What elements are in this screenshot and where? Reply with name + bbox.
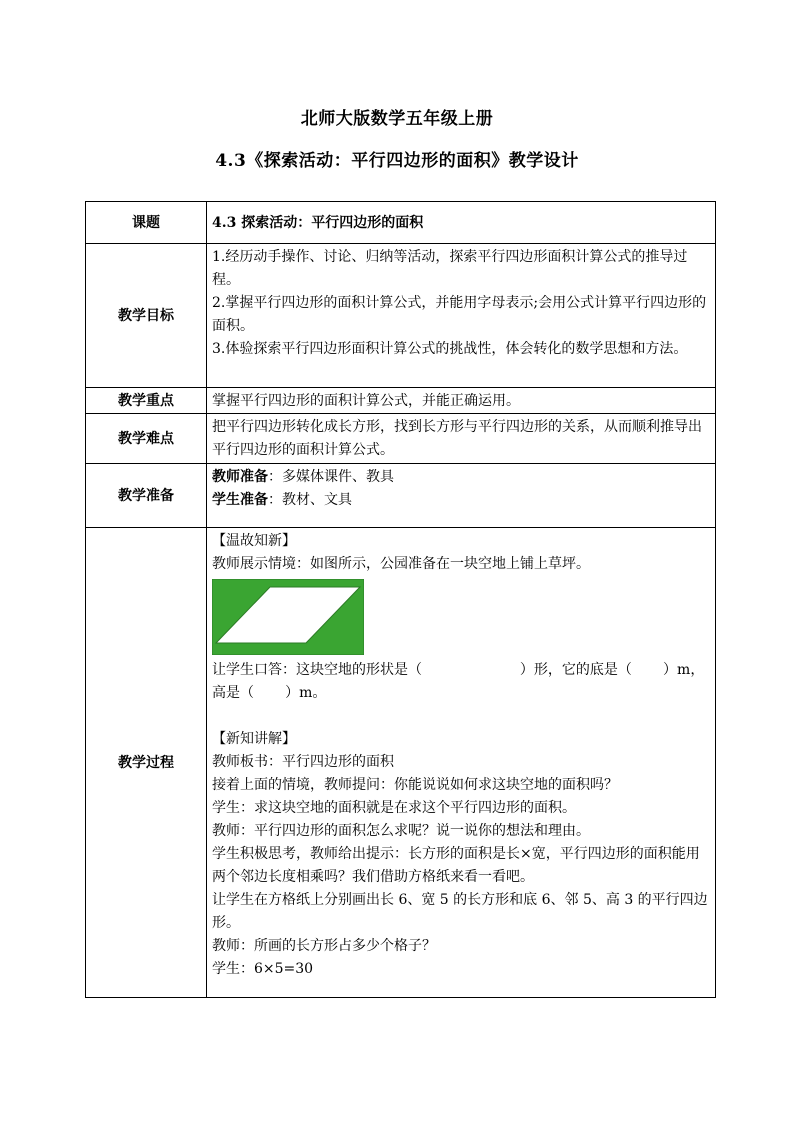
row-topic bbox=[86, 202, 716, 244]
process-line: 教师：所画的长方形占多少个格子？ bbox=[212, 938, 436, 954]
value-key-point: 掌握平行四边形的面积计算公式，并能正确运用。 bbox=[207, 388, 716, 414]
goal-item: 1.经历动手操作、讨论、归纳等活动，探索平行四边形面积计算公式的推导过程。 bbox=[212, 249, 688, 288]
teacher-prep: 教师准备：多媒体课件、教具 bbox=[212, 469, 394, 485]
row-preparation bbox=[86, 464, 716, 528]
label-process: 教学过程 bbox=[86, 528, 207, 998]
document-subtitle: 4.3《探索活动：平行四边形的面积》教学设计 bbox=[215, 151, 579, 171]
process-line: 教师：平行四边形的面积怎么求呢？说一说你的想法和理由。 bbox=[212, 823, 590, 839]
goal-item: 3.体验探索平行四边形面积计算公式的挑战性，体会转化的数学思想和方法。 bbox=[212, 341, 688, 357]
value-goals bbox=[207, 244, 716, 388]
review-scene: 教师展示情境：如图所示，公园准备在一块空地上铺上草坪。 bbox=[212, 556, 590, 572]
process-line: 让学生在方格纸上分别画出长 6、宽 5 的长方形和底 6、邻 5、高 3 的平行四边形。 bbox=[212, 892, 708, 931]
value-preparation bbox=[207, 464, 716, 528]
lawn-parallelogram-icon bbox=[212, 579, 364, 655]
spacer bbox=[212, 705, 710, 728]
new-knowledge-heading: 【新知讲解】 bbox=[212, 731, 296, 747]
process-line: 学生：6×5=30 bbox=[212, 961, 314, 977]
process-line: 学生：求这块空地的面积就是在求这个平行四边形的面积。 bbox=[212, 800, 576, 816]
value-topic: 4.3 探索活动：平行四边形的面积 bbox=[207, 202, 716, 244]
shape-question: 让学生口答：这块空地的形状是（ ）形，它的底是（ ）m，高是（ ）m。 bbox=[212, 662, 705, 701]
process-line: 接着上面的情境，教师提问：你能说说如何求这块空地的面积吗？ bbox=[212, 777, 618, 793]
review-heading: 【温故知新】 bbox=[212, 533, 296, 549]
row-process bbox=[86, 528, 716, 998]
row-key-point bbox=[86, 388, 716, 414]
goal-item: 2.掌握平行四边形的面积计算公式，并能用字母表示;会用公式计算平行四边形的面积。 bbox=[212, 295, 707, 334]
label-difficulty: 教学难点 bbox=[86, 414, 207, 464]
document-title: 北师大版数学五年级上册 bbox=[300, 109, 494, 129]
label-goals: 教学目标 bbox=[86, 244, 207, 388]
process-line: 教师板书：平行四边形的面积 bbox=[212, 754, 394, 770]
row-difficulty bbox=[86, 414, 716, 464]
label-topic: 课题 bbox=[86, 202, 207, 244]
label-preparation: 教学准备 bbox=[86, 464, 207, 528]
value-difficulty: 把平行四边形转化成长方形，找到长方形与平行四边形的关系，从而顺利推导出平行四边形的面积计算公式。 bbox=[207, 414, 716, 464]
label-key-point: 教学重点 bbox=[86, 388, 207, 414]
student-prep: 学生准备：教材、文具 bbox=[212, 492, 352, 508]
value-process bbox=[207, 528, 716, 998]
row-goals bbox=[86, 244, 716, 388]
process-line: 学生积极思考，教师给出提示：长方形的面积是长×宽，平行四边形的面积能用两个邻边长度相乘吗？我们借助方格纸来看一看吧。 bbox=[212, 846, 700, 885]
lesson-plan-table bbox=[85, 201, 716, 998]
